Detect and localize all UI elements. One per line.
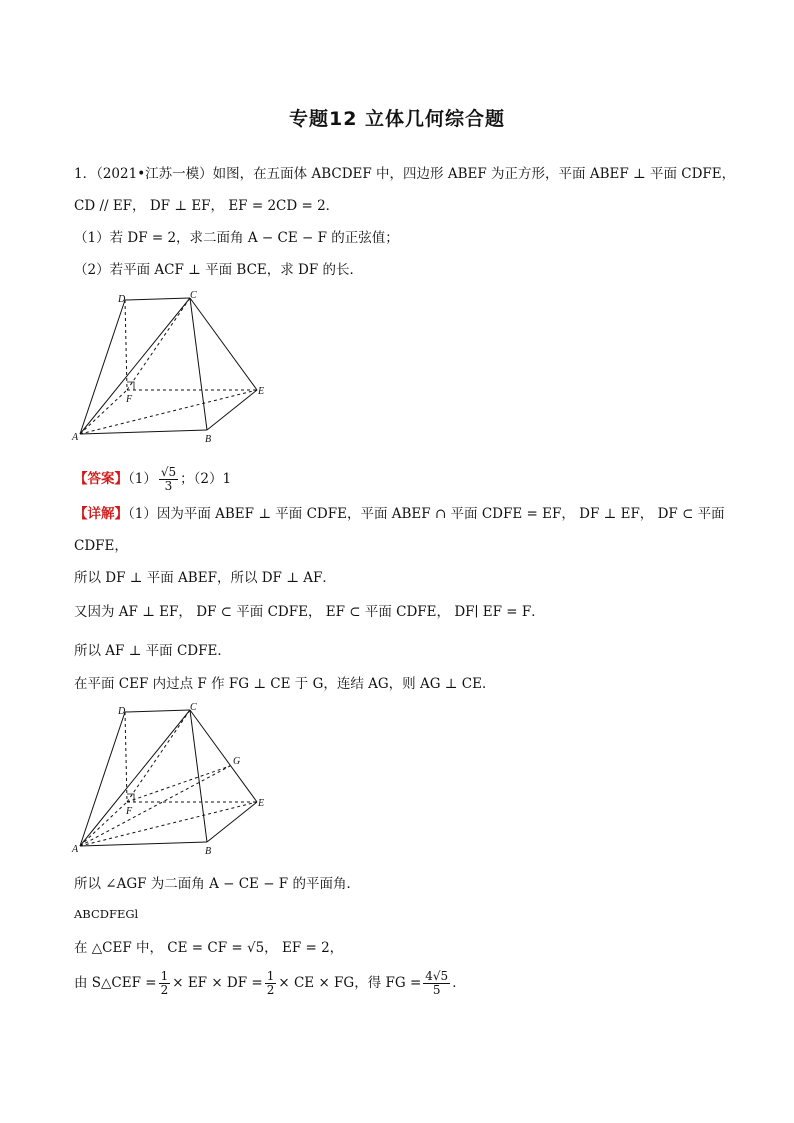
detail-line-6: 在平面 CEF 内过点 F 作 FG ⊥ CE 于 G，连结 AG，则 AG ⊥ CE． [74,676,496,692]
detail-line-1 [74,504,725,524]
problem-line-1 [74,164,735,184]
detail-line-10 [74,970,466,997]
problem-source: （2021•江苏一模） [96,166,213,182]
pentahedron-figure-2 [70,702,270,862]
label-a: A [72,432,79,443]
answer-part-1-label: （1） [128,471,157,487]
area-formula-prefix: 由 S△CEF = [74,975,157,991]
edge-fc [127,298,190,390]
page-title: 专题12 立体几何综合题 [288,108,506,130]
answer-fraction [159,466,178,493]
answer-frac-num: √5 [160,465,177,479]
fraction-1-den: 2 [160,983,169,997]
fraction-2-den: 2 [266,983,275,997]
edge-ad [80,300,125,434]
fraction-3 [423,970,450,997]
fraction-3-den: 5 [432,983,441,997]
edge-ae [80,390,257,434]
label-c: C [190,290,197,301]
area-formula-mid-2: × CE × FG，得 FG = [278,975,422,991]
problem-statement: 如图，在五面体 ABCDEF 中，四边形 ABEF 为正方形，平面 ABEF ⊥ 平面 CDFE， [212,166,736,182]
label-f: F [126,394,133,405]
answer-part-2: （2）1 [193,471,232,487]
area-formula-mid-1: × EF × DF = [172,975,263,991]
problem-number: 1． [74,166,97,182]
answer-frac-den: 3 [164,479,173,493]
detail-tag: 【详解】 [74,506,128,522]
pentahedron-figure-1 [70,290,270,450]
detail-line-8: ABCDFEGl [74,907,139,921]
label-g: G [233,756,241,767]
edge-dc [125,298,190,300]
detail-line-9: 在 △CEF 中， CE = CF = √5， EF = 2， [74,940,344,956]
fraction-2-num: 1 [266,969,275,983]
label-a-2: A [72,844,79,855]
fraction-2 [265,970,277,997]
label-c-2: C [190,702,197,713]
edge-ac [80,298,190,434]
answer-line [74,466,231,493]
detail-line-7: 所以 ∠AGF 为二面角 A − CE − F 的平面角． [74,876,360,892]
label-d-2: D [118,706,126,717]
edge-ab [80,430,207,434]
problem-line-2: CD // EF， DF ⊥ EF， EF = 2CD = 2． [74,198,340,214]
label-b-2: B [205,846,212,857]
label-e: E [258,386,265,397]
answer-separator: ； [180,471,194,487]
detail-line-5: 所以 AF ⊥ 平面 CDFE． [74,643,231,659]
detail-text-1: （1）因为平面 ABEF ⊥ 平面 CDFE，平面 ABEF ∩ 平面 CDFE = EF， DF ⊥ EF， DF ⊂ 平面 [128,506,725,522]
label-b: B [205,434,212,445]
label-f-2: F [126,806,133,817]
detail-line-3: 所以 DF ⊥ 平面 ABEF，所以 DF ⊥ AF． [74,570,336,586]
detail-line-2: CDFE， [74,538,128,554]
segment-fg [127,766,230,802]
area-formula-end: ． [452,975,466,991]
fraction-1-num: 1 [160,969,169,983]
answer-tag: 【答案】 [74,471,128,487]
detail-line-4: 又因为 AF ⊥ EF， DF ⊂ 平面 CDFE， EF ⊂ 平面 CDFE， DF∣ EF = F． [74,604,545,620]
problem-part-2: （2）若平面 ACF ⊥ 平面 BCE，求 DF 的长． [74,262,364,278]
label-d: D [118,294,126,305]
fraction-1 [159,970,171,997]
fraction-3-num: 4√5 [425,969,449,983]
problem-part-1: （1）若 DF = 2，求二面角 A − CE − F 的正弦值； [74,230,399,246]
label-e-2: E [258,798,265,809]
